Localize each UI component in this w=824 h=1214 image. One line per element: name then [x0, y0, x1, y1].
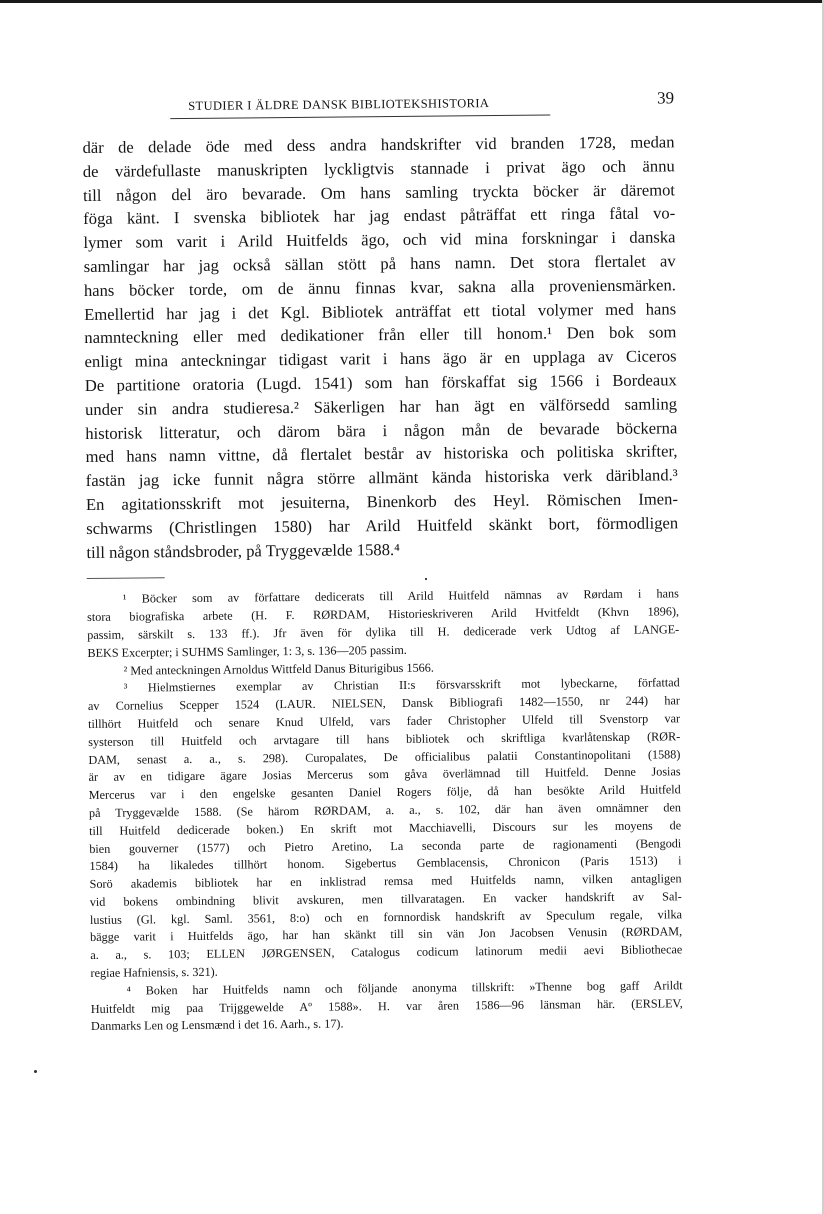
footnote-line: Mercerus var i den engelske gesanten Daniel Rogers följe, då han besökte Arild Huitfeld — [88, 782, 681, 803]
body-line: fastän jag icke funnit några större allmänt kända historiska verk däribland.³ — [85, 465, 678, 491]
footnote-line: av Cornelius Scepper 1524 (LAUR. NIELSEN, Dansk Bibliografi 1482—1550, nr 244) har — [87, 693, 680, 714]
footnote-line: till Huitfeld dedicerade boken.) En skrift mot Macchiavelli, Discours sur les moyens de — [89, 817, 682, 838]
body-paragraph — [82, 130, 678, 564]
footnote-line: systerson till Huitfeld och arvtagare till hans bibliotek och skriftliga kvarlåtenskap (RØR- — [88, 729, 681, 749]
footnotes — [87, 586, 683, 1037]
footnote-line: BEKS Excerpter; i SUHMS Samlinger, 1: 3, s. 136—205 passim. — [87, 642, 407, 660]
footnote-line: ⁴ Boken har Huitfelds namn och följande anonyma tillskrift: »Thenne bog gaff Arildt — [126, 978, 683, 998]
footnote-line: ² Med anteckningen Arnoldus Wittfeld Danus Biturigibus 1566. — [123, 660, 434, 678]
page-top-edge — [0, 0, 824, 3]
footnote-line: vid bokens ombindning blivit avskuren, men tillvaratagen. En vacker handskrift av Sal- — [89, 889, 682, 909]
body-line: historisk litteratur, och därom bära i någon mån de bevarade böckerna — [85, 417, 678, 443]
footnote-line: Danmarks Len og Lensmænd i det 16. Aarh., s. 17). — [90, 1017, 344, 1034]
body-line: lymer som varit i Arild Huitfelds ägo, och vid mina forskningar i danska — [83, 227, 676, 253]
body-line: till någon del äro bevarade. Om hans samling tryckta böcker är däremot — [82, 179, 676, 205]
book-page — [82, 84, 683, 1036]
footnote-line: DAM, senast a. a., s. 298). Curopalates, De officialibus palatii Constantinopolitani (1588) — [88, 746, 681, 767]
header-rule — [170, 115, 550, 120]
footnote-line: a. a., s. 103; ELLEN JØRGENSEN, Catalogus codicum latinorum medii aevi Bibliothecae — [90, 942, 683, 963]
footnote-3 — [88, 675, 683, 983]
footnote-line: regiae Hafniensis, s. 321). — [90, 964, 218, 981]
body-line: hans böcker torde, om de ännu finnas kvar, sakna alla proveniensmärken. — [83, 275, 676, 300]
footnote-line: Sorö akademis bibliotek har en inklistrad remsa med Huitfelds namn, vilken antagligen — [89, 871, 682, 892]
margin-speck — [34, 1070, 37, 1073]
footnote-separator — [87, 578, 165, 580]
body-line: En agitationsskrift mot jesuiterna, Binenkorb des Heyl. Römischen Imen- — [85, 489, 679, 514]
body-line: samlingar har jag också sällan stött på hans namn. Det stora flertalet av — [83, 251, 676, 276]
footnote-4 — [91, 977, 683, 1036]
body-line: där de delade öde med dess andra handskrifter vid branden 1728, medan — [82, 132, 675, 157]
footnote-line: är av en tidigare ägare Josias Mercerus som gåva överlämnad till Huitfeld. Denne Josias — [88, 764, 681, 785]
body-line: föga känt. I svenska bibliotek har jag endast påträffat ett ringa fåtal vo- — [83, 203, 676, 229]
running-head: STUDIER I ÄLDRE DANSK BIBLIOTEKSHISTORIA — [188, 96, 490, 113]
body-line: med hans namn vittne, då flertalet består av historiska och politiska skrifter, — [85, 441, 678, 467]
footnote-line: lustius (Gl. kgl. Saml. 3561, 8:o) och en fornnordisk handskrift av Speculum regale, vilka — [89, 906, 683, 927]
footnote-line: ¹ Böcker som av författare dedicerats till Arild Huitfeld nämnas av Rørdam i hans — [122, 586, 679, 606]
body-line: Emellertid har jag i det Kgl. Bibliotek anträffat ett tiotal volymer med hans — [84, 298, 677, 324]
body-line: till någon ståndsbroder, på Tryggevælde 1588.⁴ — [86, 539, 400, 562]
body-line: De partitione oratoria (Lugd. 1541) som han förskaffat sig 1566 i Bordeaux — [84, 370, 677, 395]
footnote-line: 1584) ha likaledes tillhört honom. Sigebertus Gemblacensis, Chronicon (Paris 1513) i — [89, 853, 682, 874]
footnote-line: passim, särskilt s. 133 ff.). Jfr även för dylika till H. dedicerade verk Udtog af LANGE- — [87, 622, 680, 642]
body-line: schwarms (Christlingen 1580) har Arild Huitfeld skänkt bort, förmodligen — [86, 513, 679, 538]
page-number: 39 — [657, 88, 675, 108]
body-line: namnteckning eller med dedikationer från eller till honom.¹ Den bok som — [84, 322, 677, 348]
footnote-line: bägge varit i Huitfelds ägo, har han skänkt till sin vän Jon Jacobsen Venusin (RØRDAM, — [90, 924, 683, 945]
footnote-line: ³ Hielmstiernes exemplar av Christian II:s försvarsskrift mot lybeckarne, författad — [123, 675, 680, 695]
body-text — [82, 130, 678, 564]
footnote-line: Huitfeldt mig paa Trijggewelde Aº 1588». H. var åren 1586—96 länsman här. (ERSLEV, — [90, 995, 683, 1016]
body-line: under sin andra studieresa.² Säkerligen har han ägt en välförsedd samling — [84, 394, 678, 419]
footnote-1 — [87, 586, 680, 663]
body-line: enligt mina anteckningar tidigast varit i hans ägo är en upplaga av Ciceros — [84, 346, 677, 372]
footnote-line: på Tryggevælde 1588. (Se härom RØRDAM, a. a., s. 102, där han även omnämner den — [88, 800, 681, 820]
page-header — [82, 84, 674, 116]
footnote-line: stora biografiska arbete (H. F. RØRDAM, Historieskriveren Arild Hvitfeldt (Khvn 1896), — [86, 604, 680, 625]
footnote-line: bien gouverner (1577) och Pietro Aretino, La seconda parte de ragionamenti (Bengodi — [89, 835, 682, 856]
body-line: de värdefullaste manuskripten lyckligtvis stannade i privat ägo och ännu — [82, 156, 675, 181]
footnote-line: tillhört Huitfeld och senare Knud Ulfeld, vars fader Christopher Ulfeld till Svenstorp var — [88, 711, 681, 731]
